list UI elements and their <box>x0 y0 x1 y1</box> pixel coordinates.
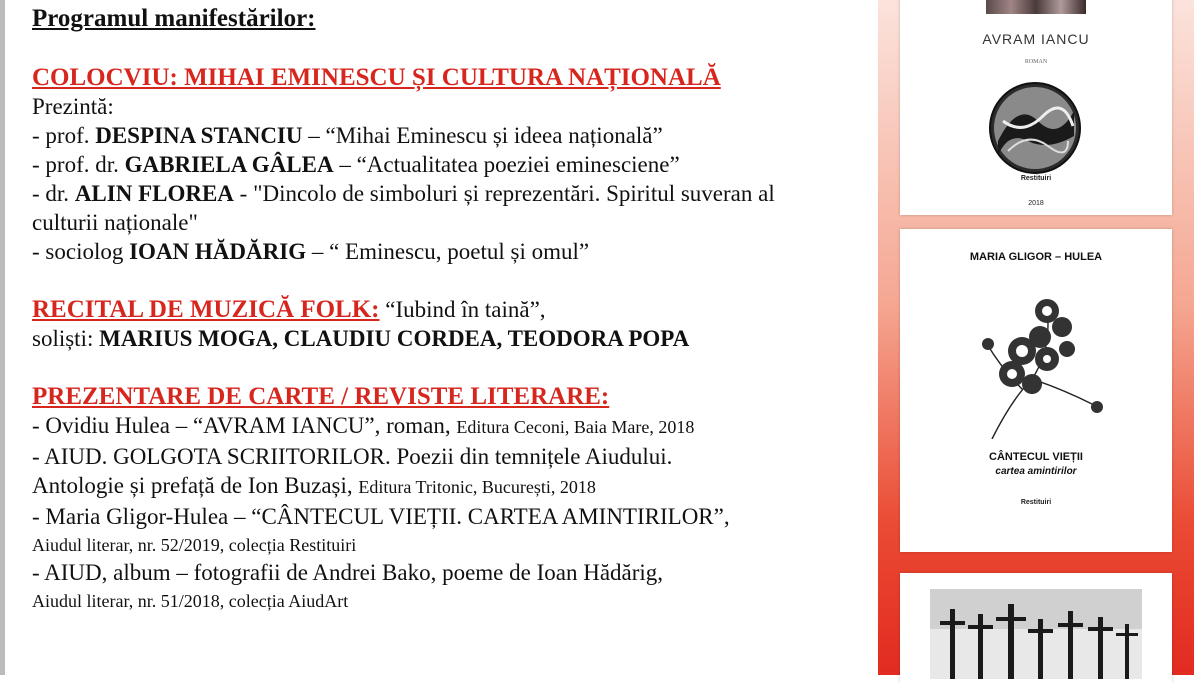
book-text: Antologie și prefață de Ion Buzași, <box>32 473 359 498</box>
book-line <box>32 442 867 471</box>
book-line <box>32 558 867 587</box>
colocviu-title: COLOCVIU: MIHAI EMINESCU ȘI CULTURA NAȚIONALĂ <box>32 64 721 91</box>
recital-subtitle: “Iubind în taină”, <box>379 297 546 322</box>
prezentare-title: PREZENTARE DE CARTE / REVISTE LITERARE: <box>32 383 610 410</box>
speaker-name: DESPINA STANCIU <box>95 123 303 148</box>
soloists-line <box>32 324 867 353</box>
book-line <box>32 502 867 531</box>
book-text: - Maria Gligor-Hulea – “CÂNTECUL VIEȚII. CARTEA AMINTIRILOR”, <box>32 504 730 529</box>
flower-illustration-image <box>952 289 1118 439</box>
aiud-album-cover <box>900 573 1172 683</box>
cover-subtitle: ROMAN <box>1024 59 1048 65</box>
book-detail: Aiudul literar, nr. 51/2018, colecția AiudArt <box>32 591 349 611</box>
cover-photo <box>986 0 1086 14</box>
program-text <box>32 4 867 614</box>
book-text: - AIUD, album – fotografii de Andrei Bako, poeme de Ioan Hădărig, <box>32 560 664 585</box>
speaker-name: ALIN FLOREA <box>74 181 234 206</box>
cover-subtitle: cartea amintirilor <box>995 466 1077 477</box>
book-text: - AIUD. GOLGOTA SCRIITORILOR. Poezii din temnițele Aiudului. <box>32 444 673 469</box>
book-detail: Aiudul literar, nr. 52/2019, colecția Restituiri <box>32 535 357 555</box>
speaker-line <box>32 179 832 237</box>
book-line <box>32 471 867 502</box>
speaker-prefix: - prof. <box>32 123 96 148</box>
speaker-topic: – “Actualitatea poeziei eminesciene” <box>333 152 680 177</box>
program-heading: Programul manifestărilor: <box>32 5 316 32</box>
book-text: - Ovidiu Hulea – “AVRAM IANCU”, roman, <box>32 413 457 438</box>
speaker-name: IOAN HĂDĂRIG <box>129 239 307 264</box>
publisher-logo: Restituiri <box>1020 175 1052 182</box>
book-detail: Editura Ceconi, Baia Mare, 2018 <box>456 417 695 437</box>
book-line <box>32 411 867 442</box>
speaker-name: GABRIELA GÂLEA <box>124 152 334 177</box>
cover-title: AVRAM IANCU <box>982 31 1090 47</box>
publisher-logo: Restituiri <box>1020 499 1052 506</box>
speaker-prefix: - sociolog <box>32 239 130 264</box>
speaker-prefix: - prof. dr. <box>32 152 125 177</box>
crosses-photo-image <box>930 589 1142 679</box>
speaker-line <box>32 237 867 266</box>
speaker-topic: - "Dincolo de simboluri și reprezentări. Spiritul suveran al culturii naționale" <box>32 181 775 235</box>
speaker-topic: – “Mihai Eminescu și ideea națională” <box>302 123 663 148</box>
recital-line <box>32 295 867 324</box>
soloists-label: soliști: <box>32 326 100 351</box>
speaker-prefix: - dr. <box>32 181 75 206</box>
avram-iancu-cover <box>900 0 1172 215</box>
colocviu-intro: Prezintă: <box>32 94 114 119</box>
ornament-disc-image <box>988 81 1082 175</box>
cantecul-vietii-cover <box>900 229 1172 552</box>
speaker-topic: – “ Eminescu, poetul și omul” <box>306 239 590 264</box>
recital-title: RECITAL DE MUZICĂ FOLK: <box>32 296 380 323</box>
cover-title: CÂNTECUL VIEȚII <box>989 451 1083 463</box>
book-line <box>32 531 867 558</box>
left-border <box>0 0 5 675</box>
speaker-line <box>32 150 867 179</box>
cover-author: MARIA GLIGOR – HULEA <box>969 251 1103 263</box>
speaker-line <box>32 121 867 150</box>
book-detail: Editura Tritonic, București, 2018 <box>358 477 596 497</box>
book-line <box>32 587 867 614</box>
book-covers-sidebar <box>878 0 1194 675</box>
cover-year: 2018 <box>1028 200 1044 207</box>
soloists-names: MARIUS MOGA, CLAUDIU CORDEA, TEODORA POPA <box>99 326 690 351</box>
